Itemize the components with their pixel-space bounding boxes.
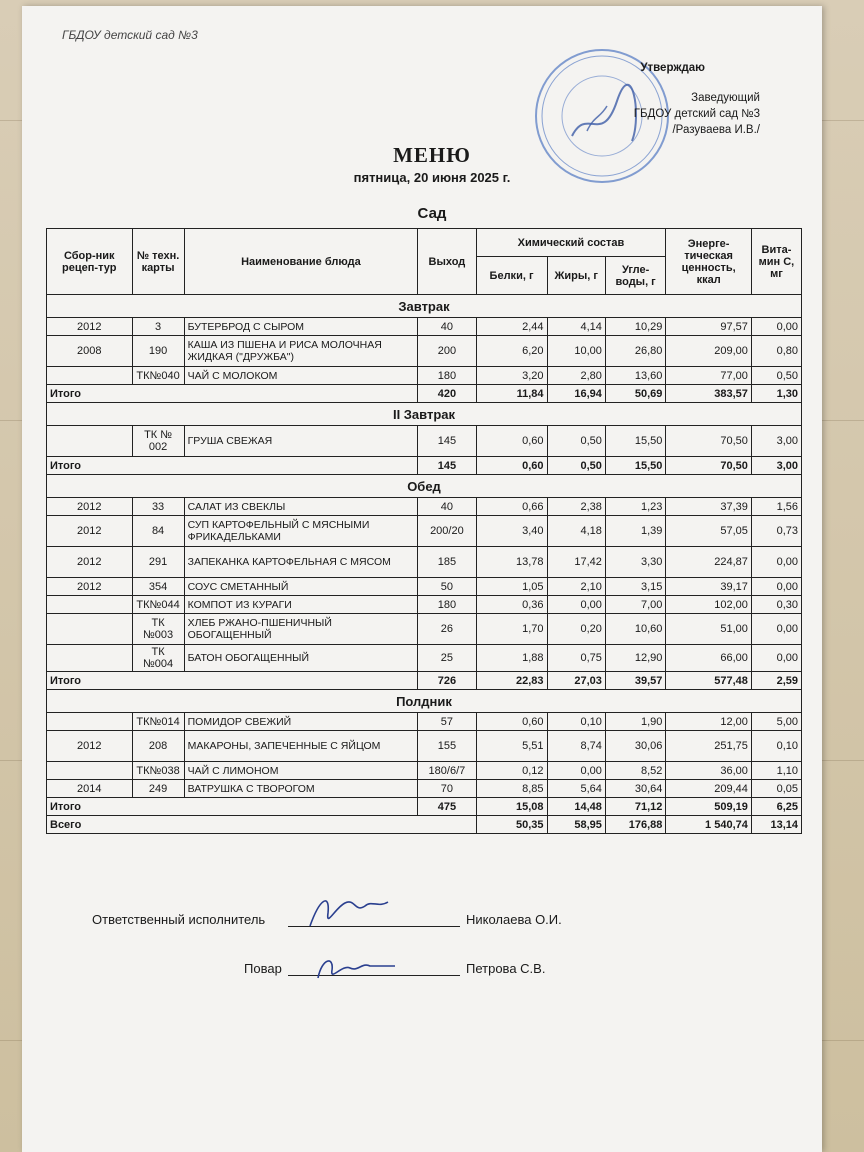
- tech-card-number: ТК№040: [132, 367, 184, 385]
- total-yield: 726: [418, 672, 476, 690]
- table-row: [47, 426, 802, 457]
- recipe-collection: 2012: [47, 318, 133, 336]
- dish-yield: 200/20: [418, 516, 476, 547]
- grand-total-vitamin-c: 13,14: [751, 816, 801, 834]
- tech-card-number: ТК №004: [132, 645, 184, 672]
- organization-name: ГБДОУ детский сад №3: [62, 28, 198, 42]
- meal-header-row: [47, 690, 802, 713]
- table-row: [47, 578, 802, 596]
- recipe-collection: [47, 426, 133, 457]
- fat-value: 0,20: [547, 614, 605, 645]
- menu-date: пятница, 20 июня 2025 г.: [353, 170, 511, 185]
- vitamin-c-value: 0,00: [751, 645, 801, 672]
- total-energy: 70,50: [666, 457, 752, 475]
- meal-name: II Завтрак: [47, 403, 802, 426]
- total-row: [47, 457, 802, 475]
- tech-card-number: 3: [132, 318, 184, 336]
- total-carbs: 71,12: [605, 798, 665, 816]
- carbs-value: 10,29: [605, 318, 665, 336]
- protein-value: 0,60: [476, 426, 547, 457]
- signature-role: Повар: [244, 961, 282, 976]
- vitamin-c-value: 0,50: [751, 367, 801, 385]
- carbs-value: 3,30: [605, 547, 665, 578]
- protein-value: 0,60: [476, 713, 547, 731]
- recipe-collection: [47, 713, 133, 731]
- dish-yield: 145: [418, 426, 476, 457]
- protein-value: 1,88: [476, 645, 547, 672]
- dish-yield: 180/6/7: [418, 762, 476, 780]
- fat-value: 8,74: [547, 731, 605, 762]
- meal-name: Полдник: [47, 690, 802, 713]
- table-row: [47, 713, 802, 731]
- dish-name: ВАТРУШКА С ТВОРОГОМ: [184, 780, 418, 798]
- total-protein: 11,84: [476, 385, 547, 403]
- dish-yield: 40: [418, 498, 476, 516]
- section-title: Сад: [417, 205, 447, 222]
- tech-card-number: 33: [132, 498, 184, 516]
- recipe-collection: [47, 367, 133, 385]
- dish-yield: 40: [418, 318, 476, 336]
- table-row: [47, 318, 802, 336]
- meal-header-row: [47, 475, 802, 498]
- page-title: МЕНЮ: [393, 143, 471, 167]
- vitamin-c-value: 0,00: [751, 614, 801, 645]
- recipe-collection: [47, 614, 133, 645]
- carbs-value: 12,90: [605, 645, 665, 672]
- energy-value: 51,00: [666, 614, 752, 645]
- carbs-value: 1,39: [605, 516, 665, 547]
- carbs-value: 26,80: [605, 336, 665, 367]
- carbs-value: 1,23: [605, 498, 665, 516]
- total-fat: 0,50: [547, 457, 605, 475]
- vitamin-c-value: 5,00: [751, 713, 801, 731]
- carbs-value: 30,06: [605, 731, 665, 762]
- meal-header-row: [47, 295, 802, 318]
- carbs-value: 13,60: [605, 367, 665, 385]
- header-fat: Жиры, г: [547, 257, 605, 295]
- total-row: [47, 385, 802, 403]
- header-energy: Энерге-тическая ценность, ккал: [666, 229, 752, 295]
- total-protein: 15,08: [476, 798, 547, 816]
- protein-value: 8,85: [476, 780, 547, 798]
- total-yield: 475: [418, 798, 476, 816]
- dish-yield: 180: [418, 367, 476, 385]
- energy-value: 224,87: [666, 547, 752, 578]
- tech-card-number: ТК №003: [132, 614, 184, 645]
- header-protein: Белки, г: [476, 257, 547, 295]
- vitamin-c-value: 0,00: [751, 547, 801, 578]
- tech-card-number: ТК № 002: [132, 426, 184, 457]
- fat-value: 17,42: [547, 547, 605, 578]
- energy-value: 39,17: [666, 578, 752, 596]
- vitamin-c-value: 0,73: [751, 516, 801, 547]
- energy-value: 70,50: [666, 426, 752, 457]
- vitamin-c-value: 1,56: [751, 498, 801, 516]
- total-carbs: 15,50: [605, 457, 665, 475]
- tech-card-number: ТК№044: [132, 596, 184, 614]
- signature-role: Ответственный исполнитель: [92, 912, 266, 927]
- fat-value: 4,14: [547, 318, 605, 336]
- protein-value: 5,51: [476, 731, 547, 762]
- vitamin-c-value: 0,80: [751, 336, 801, 367]
- fat-value: 0,75: [547, 645, 605, 672]
- dish-name: БАТОН ОБОГАЩЕННЫЙ: [184, 645, 418, 672]
- signature-name: Петрова С.В.: [466, 961, 546, 976]
- tech-card-number: 208: [132, 731, 184, 762]
- total-carbs: 50,69: [605, 385, 665, 403]
- approval-block: [600, 60, 760, 138]
- tech-card-number: 84: [132, 516, 184, 547]
- total-yield: 420: [418, 385, 476, 403]
- table-row: [47, 367, 802, 385]
- approval-line: ГБДОУ детский сад №3: [633, 108, 760, 120]
- dish-name: СУП КАРТОФЕЛЬНЫЙ С МЯСНЫМИ ФРИКАДЕЛЬКАМИ: [184, 516, 418, 547]
- protein-value: 0,36: [476, 596, 547, 614]
- dish-yield: 70: [418, 780, 476, 798]
- energy-value: 209,00: [666, 336, 752, 367]
- energy-value: 66,00: [666, 645, 752, 672]
- meal-name: Обед: [47, 475, 802, 498]
- carbs-value: 10,60: [605, 614, 665, 645]
- fat-value: 2,80: [547, 367, 605, 385]
- grand-total-carbs: 176,88: [605, 816, 665, 834]
- table-row: [47, 762, 802, 780]
- dish-yield: 25: [418, 645, 476, 672]
- energy-value: 37,39: [666, 498, 752, 516]
- header-vitc: Вита-мин С, мг: [751, 229, 801, 295]
- dish-name: ПОМИДОР СВЕЖИЙ: [184, 713, 418, 731]
- header-yield: Выход: [418, 229, 476, 295]
- vitamin-c-value: 1,10: [751, 762, 801, 780]
- total-yield: 145: [418, 457, 476, 475]
- vitamin-c-value: 0,30: [751, 596, 801, 614]
- fat-value: 0,00: [547, 596, 605, 614]
- carbs-value: 30,64: [605, 780, 665, 798]
- recipe-collection: 2012: [47, 498, 133, 516]
- energy-value: 97,57: [666, 318, 752, 336]
- recipe-collection: [47, 596, 133, 614]
- protein-value: 3,40: [476, 516, 547, 547]
- dish-yield: 200: [418, 336, 476, 367]
- fat-value: 0,50: [547, 426, 605, 457]
- vitamin-c-value: 0,00: [751, 318, 801, 336]
- table-row: [47, 547, 802, 578]
- fat-value: 0,10: [547, 713, 605, 731]
- energy-value: 12,00: [666, 713, 752, 731]
- carbs-value: 1,90: [605, 713, 665, 731]
- protein-value: 1,05: [476, 578, 547, 596]
- grand-total-protein: 50,35: [476, 816, 547, 834]
- total-fat: 16,94: [547, 385, 605, 403]
- dish-name: БУТЕРБРОД С СЫРОМ: [184, 318, 418, 336]
- fat-value: 5,64: [547, 780, 605, 798]
- tech-card-number: ТК№014: [132, 713, 184, 731]
- total-vitamin-c: 6,25: [751, 798, 801, 816]
- recipe-collection: [47, 762, 133, 780]
- grand-total-fat: 58,95: [547, 816, 605, 834]
- total-energy: 577,48: [666, 672, 752, 690]
- recipe-collection: [47, 645, 133, 672]
- table-row: [47, 780, 802, 798]
- protein-value: 6,20: [476, 336, 547, 367]
- recipe-collection: 2012: [47, 547, 133, 578]
- dish-yield: 57: [418, 713, 476, 731]
- carbs-value: 8,52: [605, 762, 665, 780]
- total-label: Итого: [47, 798, 418, 816]
- table-row: [47, 336, 802, 367]
- grand-total-energy: 1 540,74: [666, 816, 752, 834]
- energy-value: 102,00: [666, 596, 752, 614]
- header-carbs: Угле-воды, г: [605, 257, 665, 295]
- dish-name: ЗАПЕКАНКА КАРТОФЕЛЬНАЯ С МЯСОМ: [184, 547, 418, 578]
- dish-name: КАША ИЗ ПШЕНА И РИСА МОЛОЧНАЯ ЖИДКАЯ ("ДРУЖБА"): [184, 336, 418, 367]
- dish-name: ЧАЙ С ЛИМОНОМ: [184, 762, 418, 780]
- fat-value: 2,38: [547, 498, 605, 516]
- dish-name: ГРУША СВЕЖАЯ: [184, 426, 418, 457]
- dish-yield: 26: [418, 614, 476, 645]
- carbs-value: 7,00: [605, 596, 665, 614]
- total-row: [47, 798, 802, 816]
- protein-value: 2,44: [476, 318, 547, 336]
- recipe-collection: 2012: [47, 578, 133, 596]
- fat-value: 10,00: [547, 336, 605, 367]
- dish-yield: 185: [418, 547, 476, 578]
- recipe-collection: 2012: [47, 516, 133, 547]
- table-row: [47, 731, 802, 762]
- fat-value: 2,10: [547, 578, 605, 596]
- recipe-collection: 2008: [47, 336, 133, 367]
- fat-value: 0,00: [547, 762, 605, 780]
- energy-value: 251,75: [666, 731, 752, 762]
- carbs-value: 3,15: [605, 578, 665, 596]
- dish-name: КОМПОТ ИЗ КУРАГИ: [184, 596, 418, 614]
- total-row: [47, 672, 802, 690]
- handwritten-signature: [310, 950, 400, 986]
- total-fat: 14,48: [547, 798, 605, 816]
- tech-card-number: 190: [132, 336, 184, 367]
- vitamin-c-value: 0,10: [751, 731, 801, 762]
- total-protein: 0,60: [476, 457, 547, 475]
- handwritten-signature: [300, 888, 400, 932]
- protein-value: 13,78: [476, 547, 547, 578]
- table-row: [47, 614, 802, 645]
- total-vitamin-c: 3,00: [751, 457, 801, 475]
- approval-line: Заведующий: [691, 92, 760, 104]
- meal-name: Завтрак: [47, 295, 802, 318]
- total-protein: 22,83: [476, 672, 547, 690]
- energy-value: 77,00: [666, 367, 752, 385]
- dish-yield: 180: [418, 596, 476, 614]
- dish-name: САЛАТ ИЗ СВЕКЛЫ: [184, 498, 418, 516]
- total-energy: 383,57: [666, 385, 752, 403]
- protein-value: 1,70: [476, 614, 547, 645]
- tech-card-number: 291: [132, 547, 184, 578]
- grand-total-label: Всего: [47, 816, 477, 834]
- dish-name: СОУС СМЕТАННЫЙ: [184, 578, 418, 596]
- menu-table: [46, 228, 802, 834]
- table-row: [47, 516, 802, 547]
- approval-line: /Разуваева И.В./: [672, 124, 760, 136]
- total-vitamin-c: 2,59: [751, 672, 801, 690]
- dish-yield: 50: [418, 578, 476, 596]
- dish-yield: 155: [418, 731, 476, 762]
- meal-header-row: [47, 403, 802, 426]
- dish-name: МАКАРОНЫ, ЗАПЕЧЕННЫЕ С ЯЙЦОМ: [184, 731, 418, 762]
- table-row: [47, 498, 802, 516]
- table-row: [47, 645, 802, 672]
- total-label: Итого: [47, 457, 418, 475]
- dish-name: ХЛЕБ РЖАНО-ПШЕНИЧНЫЙ ОБОГАЩЕННЫЙ: [184, 614, 418, 645]
- header-card: № техн. карты: [132, 229, 184, 295]
- grand-total-row: [47, 816, 802, 834]
- protein-value: 0,66: [476, 498, 547, 516]
- approval-title: Утверждаю: [640, 62, 705, 74]
- signature-name: Николаева О.И.: [466, 912, 562, 927]
- header-chem: Химический состав: [476, 229, 666, 257]
- tech-card-number: 249: [132, 780, 184, 798]
- energy-value: 209,44: [666, 780, 752, 798]
- tech-card-number: 354: [132, 578, 184, 596]
- tech-card-number: ТК№038: [132, 762, 184, 780]
- header-name: Наименование блюда: [184, 229, 418, 295]
- total-label: Итого: [47, 672, 418, 690]
- total-vitamin-c: 1,30: [751, 385, 801, 403]
- recipe-collection: 2012: [47, 731, 133, 762]
- fat-value: 4,18: [547, 516, 605, 547]
- total-label: Итого: [47, 385, 418, 403]
- vitamin-c-value: 0,05: [751, 780, 801, 798]
- recipe-collection: 2014: [47, 780, 133, 798]
- total-energy: 509,19: [666, 798, 752, 816]
- total-fat: 27,03: [547, 672, 605, 690]
- energy-value: 57,05: [666, 516, 752, 547]
- dish-name: ЧАЙ С МОЛОКОМ: [184, 367, 418, 385]
- vitamin-c-value: 0,00: [751, 578, 801, 596]
- energy-value: 36,00: [666, 762, 752, 780]
- table-row: [47, 596, 802, 614]
- protein-value: 0,12: [476, 762, 547, 780]
- protein-value: 3,20: [476, 367, 547, 385]
- vitamin-c-value: 3,00: [751, 426, 801, 457]
- carbs-value: 15,50: [605, 426, 665, 457]
- header-collection: Сбор-ник рецеп-тур: [47, 229, 133, 295]
- total-carbs: 39,57: [605, 672, 665, 690]
